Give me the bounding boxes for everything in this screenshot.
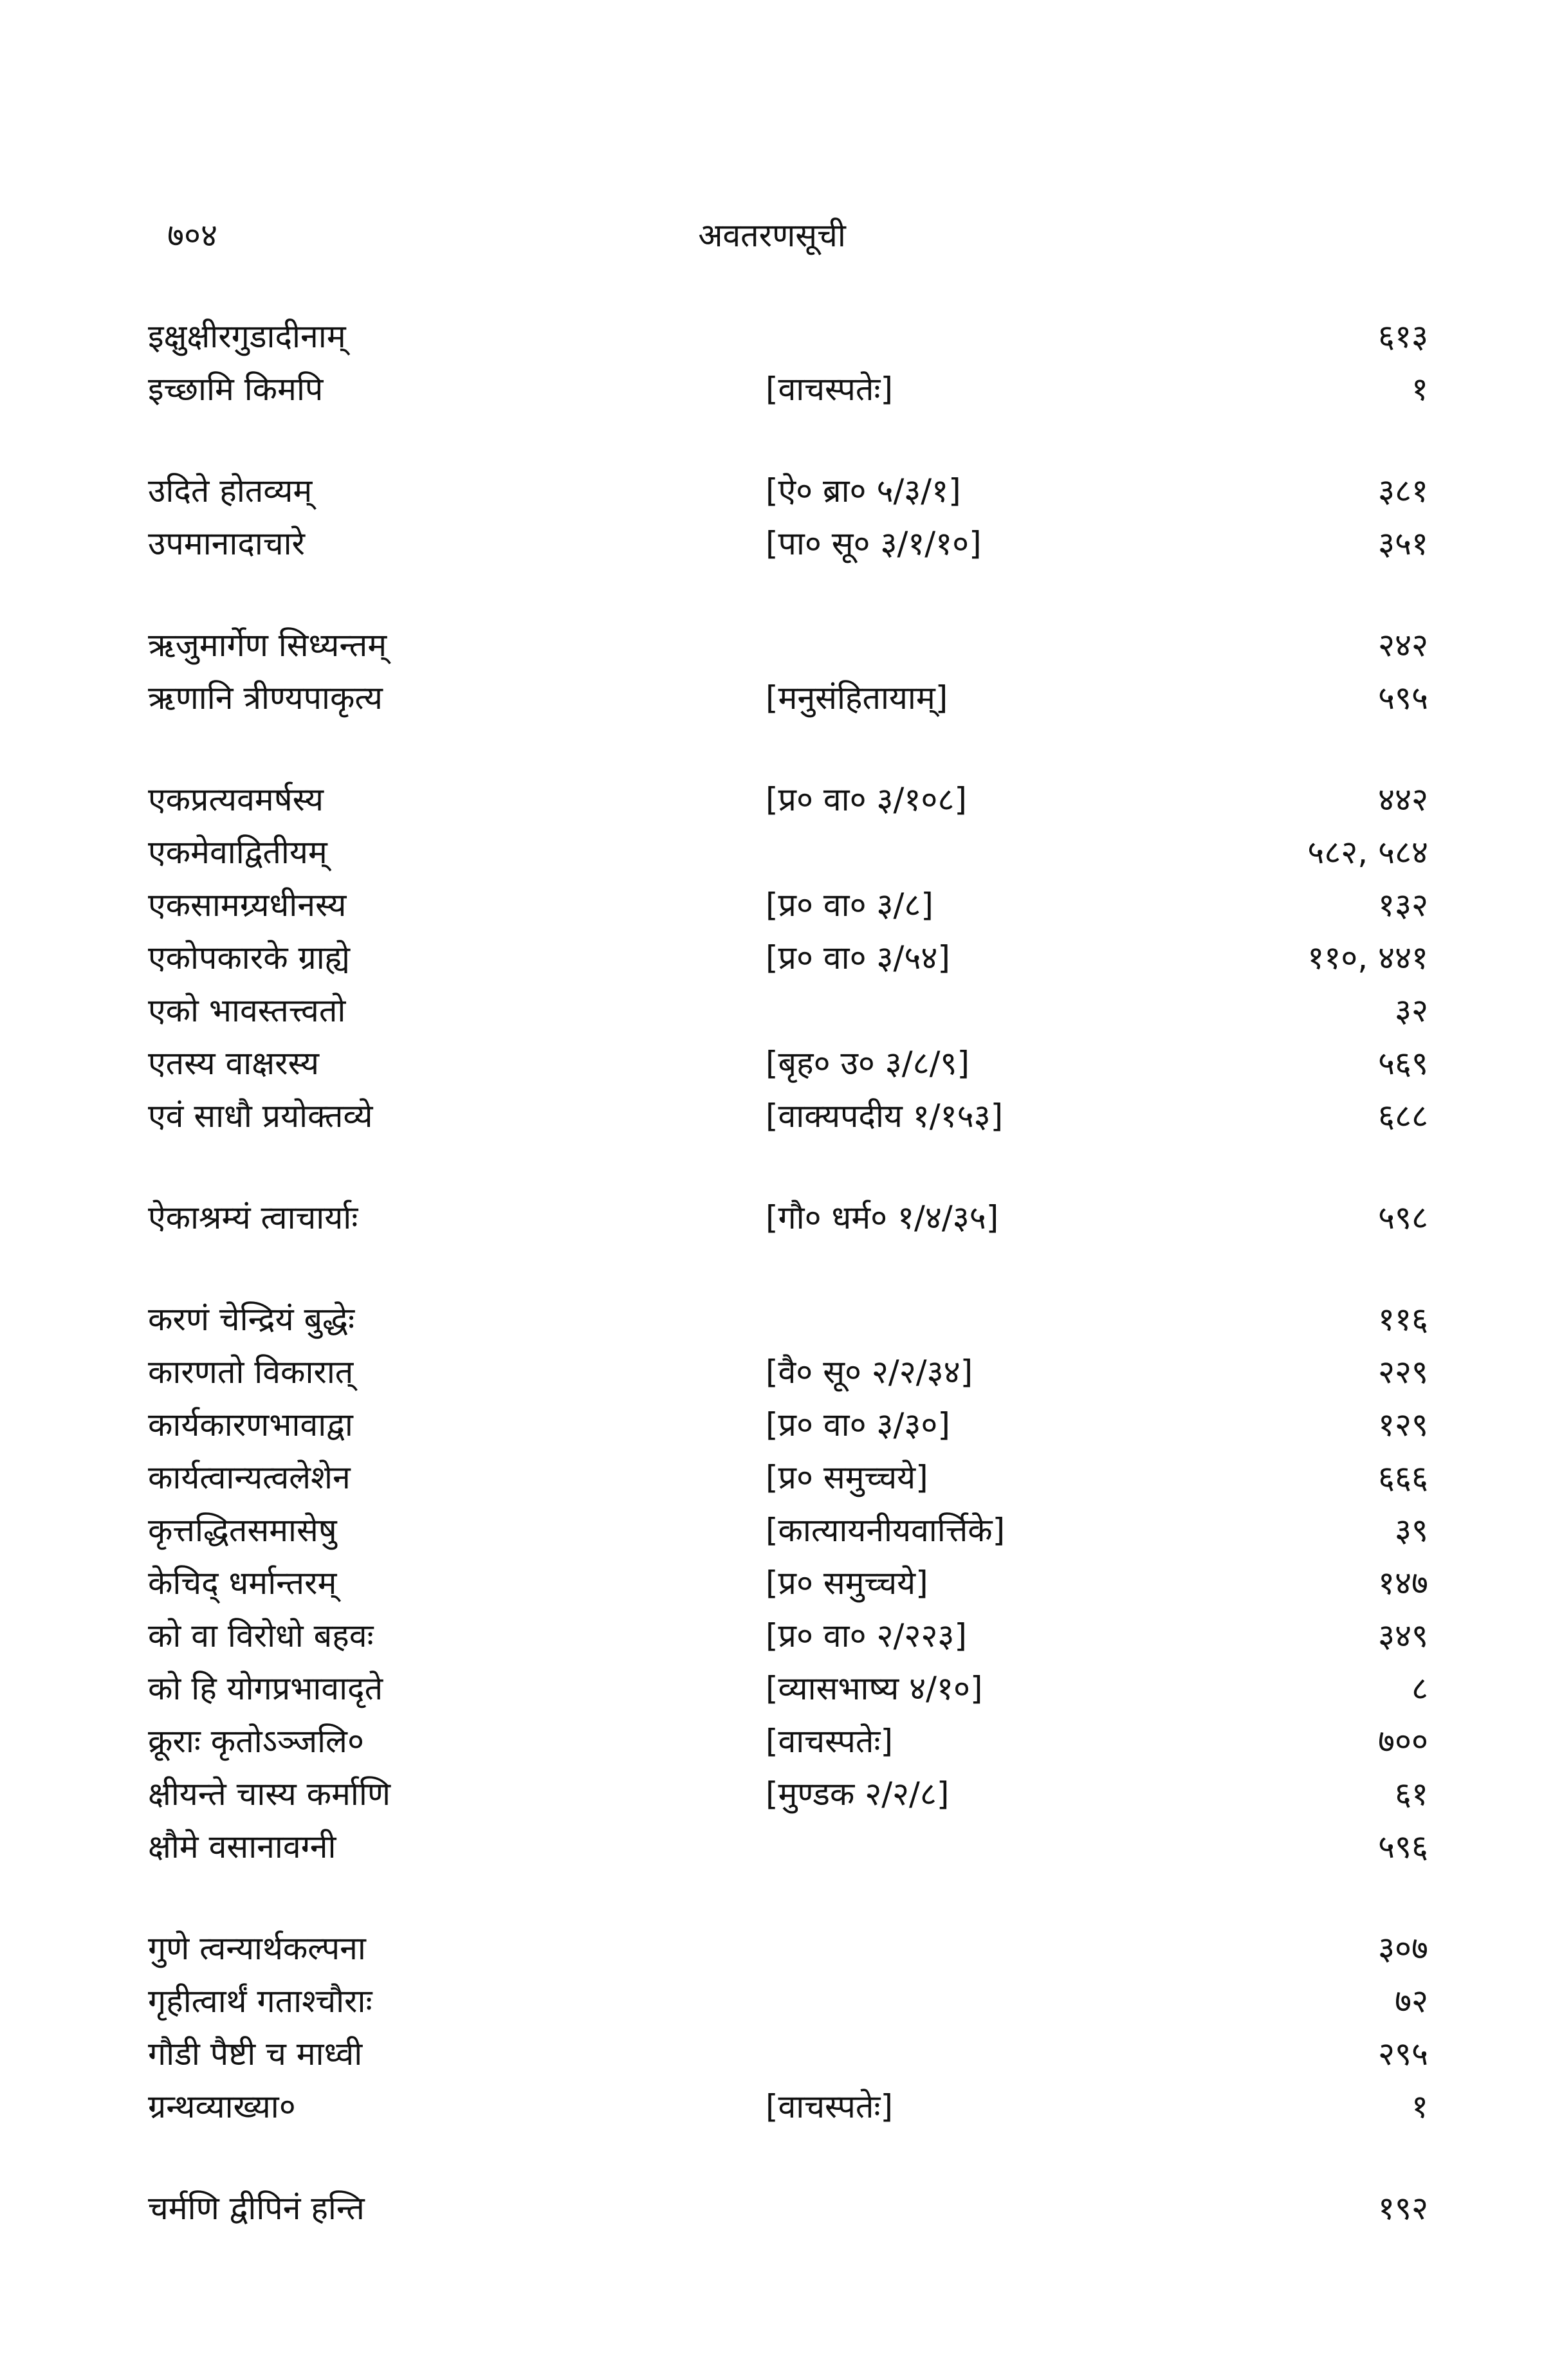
citation-text: कृत्तद्धितसमासेषु bbox=[148, 1512, 337, 1549]
citation-text: कार्यत्वान्यत्वलेशेन bbox=[148, 1459, 351, 1496]
index-row bbox=[148, 363, 1428, 416]
citation-text: गुणे त्वन्यार्थकल्पना bbox=[148, 1930, 366, 1967]
page-reference: ३४९ bbox=[1378, 1617, 1428, 1654]
page-reference: १३२ bbox=[1378, 886, 1428, 924]
page-reference: १९२ bbox=[1378, 2190, 1428, 2227]
citation-source: [प्र० वा० ३/३०] bbox=[766, 1406, 950, 1443]
page-reference: १२९ bbox=[1378, 1406, 1428, 1443]
citation-text: एकोपकारके ग्राह्ये bbox=[148, 939, 350, 976]
citation-source: [वै० सू० २/२/३४] bbox=[766, 1353, 973, 1391]
page-reference: ३९ bbox=[1395, 1512, 1428, 1549]
index-row bbox=[148, 1975, 1428, 2028]
index-row bbox=[148, 1715, 1428, 1768]
page-reference: ६६६ bbox=[1378, 1459, 1428, 1496]
index-row bbox=[148, 1037, 1428, 1090]
index-row bbox=[148, 984, 1428, 1037]
index-row bbox=[148, 310, 1428, 363]
citation-source: [मुण्डक २/२/८] bbox=[766, 1775, 950, 1813]
citation-source: [मनुसंहितायाम्] bbox=[766, 679, 948, 717]
index-row bbox=[148, 879, 1428, 931]
page-reference: ३०७ bbox=[1378, 1930, 1428, 1967]
citation-text: गौडी पैष्टी च माध्वी bbox=[148, 2035, 363, 2073]
citation-source: [प्र० समुच्चये] bbox=[766, 1459, 928, 1496]
index-group bbox=[148, 1191, 1428, 1244]
page-reference: ७२ bbox=[1395, 1982, 1428, 2020]
citation-text: चर्मणि द्वीपिनं हन्ति bbox=[148, 2190, 365, 2227]
page-reference: ५६९ bbox=[1378, 1045, 1428, 1082]
page-reference: ३२ bbox=[1395, 992, 1428, 1029]
page-reference: २९५ bbox=[1378, 2035, 1428, 2073]
page-reference: २४२ bbox=[1378, 627, 1428, 664]
index-row bbox=[148, 1451, 1428, 1504]
page-reference: १ bbox=[1411, 371, 1428, 408]
index-row bbox=[148, 773, 1428, 826]
page-reference: ८ bbox=[1411, 1670, 1428, 1707]
index-row bbox=[148, 1504, 1428, 1557]
citation-source: [प्र० वा० ३/८] bbox=[766, 886, 933, 924]
citation-source: [प्र० समुच्चये] bbox=[766, 1564, 928, 1602]
citation-text: उदिते होतव्यम् bbox=[148, 472, 313, 509]
citation-index bbox=[148, 310, 1428, 2284]
index-row bbox=[148, 2182, 1428, 2235]
page-reference: ६१ bbox=[1395, 1775, 1428, 1813]
page-header bbox=[0, 212, 1544, 264]
index-row bbox=[148, 464, 1428, 517]
citation-text: ग्रन्थव्याख्या० bbox=[148, 2088, 296, 2125]
citation-text: को वा विरोधो बहवः bbox=[148, 1617, 374, 1654]
citation-text: इच्छामि किमपि bbox=[148, 371, 324, 408]
index-group bbox=[148, 310, 1428, 416]
index-row bbox=[148, 1090, 1428, 1142]
index-row bbox=[148, 1662, 1428, 1715]
index-row bbox=[148, 1191, 1428, 1244]
index-group bbox=[148, 619, 1428, 724]
citation-source: [पा० सू० ३/१/१०] bbox=[766, 525, 982, 562]
index-group bbox=[148, 773, 1428, 1142]
citation-text: क्षौमे वसानावग्नी bbox=[148, 1828, 336, 1865]
citation-source: [प्र० वा० २/२२३] bbox=[766, 1617, 967, 1654]
citation-text: एकसामग्र्यधीनस्य bbox=[148, 886, 347, 924]
citation-source: [वाचस्पतेः] bbox=[766, 371, 893, 408]
page-reference: ४४२ bbox=[1378, 781, 1428, 818]
citation-text: इक्षुक्षीरगुडादीनाम् bbox=[148, 318, 346, 355]
index-row bbox=[148, 619, 1428, 672]
citation-text: केचिद् धर्मान्तरम् bbox=[148, 1564, 337, 1602]
page-reference: ५८२, ५८४ bbox=[1307, 834, 1428, 871]
citation-text: एतस्य वाक्षरस्य bbox=[148, 1045, 319, 1082]
page-reference: ३८१ bbox=[1378, 472, 1428, 509]
page-reference: ७०० bbox=[1378, 1723, 1428, 1760]
citation-text: क्रूराः कृतोऽञ्जलि० bbox=[148, 1723, 364, 1760]
index-row bbox=[148, 517, 1428, 570]
index-row bbox=[148, 826, 1428, 879]
index-row bbox=[148, 1398, 1428, 1451]
citation-source: [व्यासभाष्य ४/१०] bbox=[766, 1670, 983, 1707]
page-number: ७०४ bbox=[167, 217, 217, 254]
index-row bbox=[148, 2028, 1428, 2080]
page-title: अवतरणसूची bbox=[698, 217, 846, 254]
index-group bbox=[148, 1922, 1428, 2133]
citation-source: [कात्यायनीयवार्त्तिके] bbox=[766, 1512, 1006, 1549]
page-reference: १ bbox=[1411, 2088, 1428, 2125]
citation-text: कार्यकारणभावाद्वा bbox=[148, 1406, 353, 1443]
page-reference: ५९५ bbox=[1378, 679, 1428, 717]
citation-text: गृहीत्वार्थं गताश्चौराः bbox=[148, 1982, 372, 2020]
citation-text: को हि योगप्रभावादृते bbox=[148, 1670, 383, 1707]
page-reference: ११०, ४४१ bbox=[1307, 939, 1428, 976]
index-row bbox=[148, 1922, 1428, 1975]
index-row bbox=[148, 2080, 1428, 2133]
citation-source: [बृह० उ० ३/८/९] bbox=[766, 1045, 970, 1082]
index-row bbox=[148, 1820, 1428, 1873]
index-row bbox=[148, 1293, 1428, 1346]
index-group bbox=[148, 1293, 1428, 1873]
citation-text: उपमानादाचारे bbox=[148, 525, 305, 562]
page-reference: २२९ bbox=[1378, 1353, 1428, 1391]
page-reference: ५९६ bbox=[1378, 1828, 1428, 1865]
citation-text: कारणतो विकारात् bbox=[148, 1353, 354, 1391]
citation-source: [ऐ० ब्रा० ५/३/१] bbox=[766, 472, 961, 509]
citation-source: [वाचस्पतेः] bbox=[766, 1723, 893, 1760]
page-reference: ६८८ bbox=[1378, 1097, 1428, 1135]
index-row bbox=[148, 1768, 1428, 1820]
index-row bbox=[148, 1609, 1428, 1662]
citation-text: ऋजुमार्गेण सिध्यन्तम् bbox=[148, 627, 387, 664]
citation-text: एकमेवाद्वितीयम् bbox=[148, 834, 327, 871]
citation-source: [गौ० धर्म० १/४/३५] bbox=[766, 1199, 999, 1236]
citation-text: ऐकाश्रम्यं त्वाचार्याः bbox=[148, 1199, 358, 1236]
index-group bbox=[148, 464, 1428, 570]
citation-source: [प्र० वा० ३/१०८] bbox=[766, 781, 967, 818]
index-row bbox=[148, 1557, 1428, 1609]
citation-text: करणं चेन्द्रियं बुद्धेः bbox=[148, 1301, 355, 1338]
page-reference: १४७ bbox=[1378, 1564, 1428, 1602]
citation-source: [प्र० वा० ३/५४] bbox=[766, 939, 950, 976]
index-row bbox=[148, 672, 1428, 724]
index-row bbox=[148, 1346, 1428, 1398]
citation-text: ऋणानि त्रीण्यपाकृत्य bbox=[148, 679, 383, 717]
page-reference: ११६ bbox=[1378, 1301, 1428, 1338]
page-reference: ३५१ bbox=[1378, 525, 1428, 562]
citation-source: [वाचस्पतेः] bbox=[766, 2088, 893, 2125]
citation-text: एको भावस्तत्त्वतो bbox=[148, 992, 346, 1029]
citation-text: एवं साधौ प्रयोक्तव्ये bbox=[148, 1097, 373, 1135]
page-reference: ६१३ bbox=[1378, 318, 1428, 355]
page-reference: ५९८ bbox=[1378, 1199, 1428, 1236]
citation-text: क्षीयन्ते चास्य कर्माणि bbox=[148, 1775, 391, 1813]
index-group bbox=[148, 2182, 1428, 2235]
citation-text: एकप्रत्यवमर्षस्य bbox=[148, 781, 324, 818]
index-row bbox=[148, 931, 1428, 984]
citation-source: [वाक्यपदीय १/१५३] bbox=[766, 1097, 1004, 1135]
